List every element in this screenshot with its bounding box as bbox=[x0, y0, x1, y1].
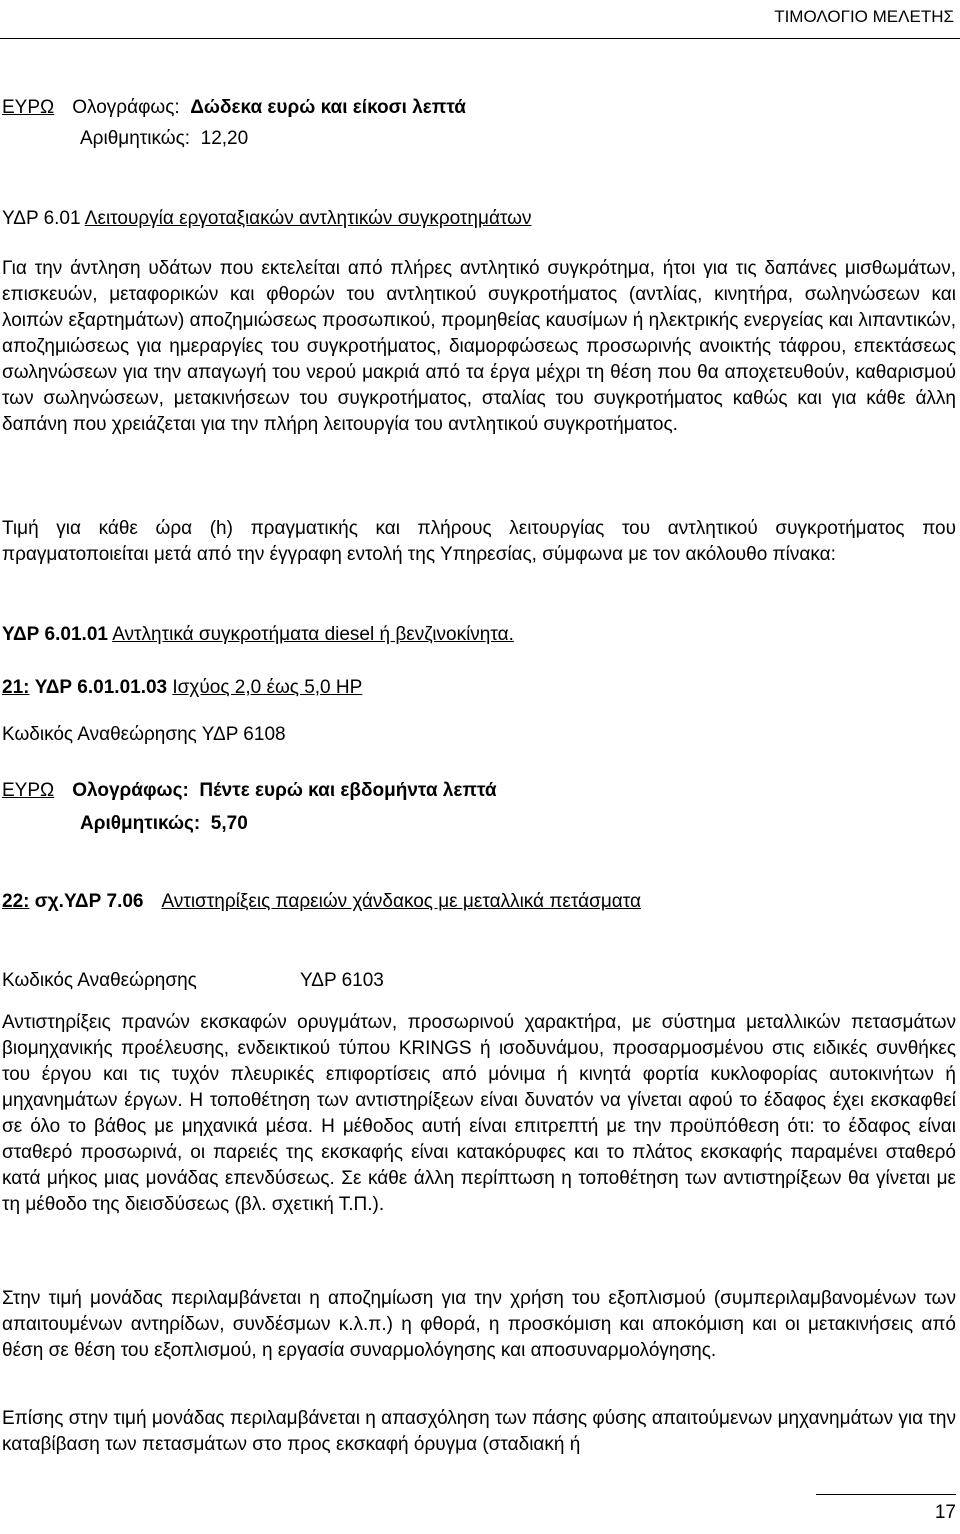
digits-label: Αριθμητικώς: bbox=[80, 813, 201, 834]
section-paragraph-1: Για την άντληση υδάτων που εκτελείται από πλήρες αντλητικό συγκρότημα, ήτοι για τις δαπάνες μισθωμάτων, επισκευών, μεταφορικών και φθορών του αντλητικού συγκροτήματος (αντλίας, κινητήρα, σωληνώσεων και λοιπών εξαρτημάτων) αποζημιώσεως προσωπικού, προμηθείας καυσίμων ή ηλεκτρικής ενεργείας και λιπαντικών, αποζημιώσεως για ημεραργίες του συγκροτήματος, διαμορφώσεως προσωρινής ανοικτής τάφρου, επεκτάσεως σωληνώσεων για την απαγωγή του νερού μακριά από τα έργα μέχρι τη θέση που θα αποχετευθούν, καθαρισμού των σωληνώσεων, μετακινήσεων του συγκροτήματος, σταλίας του συγκροτήματος καθώς και για κάθε άλλη δαπάνη που χρειάζεται για την πλήρη λειτουργία του αντλητικού συγκροτήματος. bbox=[2, 258, 956, 435]
page-header-title: ΤΙΜΟΛΟΓΙΟ ΜΕΛΕΤΗΣ bbox=[774, 7, 954, 26]
page-number: 17 bbox=[934, 1502, 956, 1523]
item-title: Ισχύος 2,0 έως 5,0 HP bbox=[172, 677, 363, 698]
section-title: Λειτουργία εργοταξιακών αντλητικών συγκροτημάτων bbox=[84, 208, 532, 229]
item-number: 21: bbox=[2, 677, 30, 698]
item-code: σχ.ΥΔΡ 7.06 bbox=[34, 891, 144, 912]
header-rule bbox=[0, 38, 960, 39]
words-value: Δώδεκα ευρώ και είκοσι λεπτά bbox=[190, 97, 466, 118]
price-digits-line-1 bbox=[80, 126, 880, 152]
words-label: Ολογράφως: bbox=[72, 97, 180, 118]
item-title: Αντιστηρίξεις παρειών χάνδακος με μεταλλικά πετάσματα bbox=[161, 891, 641, 912]
revision-code: ΥΔΡ 6103 bbox=[300, 970, 384, 991]
subsection-heading-6-01-01 bbox=[2, 622, 956, 648]
subsection-title: Αντλητικά συγκροτήματα diesel ή βενζινοκίνητα. bbox=[112, 624, 514, 645]
digits-value: 12,20 bbox=[200, 128, 249, 149]
price-words-line-1 bbox=[2, 95, 956, 121]
item-number: 22: bbox=[2, 891, 30, 912]
section-code: ΥΔΡ 6.01 bbox=[2, 208, 81, 229]
price-words-line-2 bbox=[2, 778, 956, 804]
currency-label: ΕΥΡΩ bbox=[2, 97, 55, 118]
item-revision-code: Κωδικός Αναθεώρησης ΥΔΡ 6108 bbox=[2, 724, 286, 745]
subsection-code: ΥΔΡ 6.01.01 bbox=[2, 624, 108, 645]
footer-rule bbox=[816, 1494, 956, 1495]
item-heading-22 bbox=[2, 889, 956, 915]
item-heading-21 bbox=[2, 675, 956, 701]
section-paragraph-2: Τιμή για κάθε ώρα (h) πραγματικής και πλήρους λειτουργίας του αντλητικού συγκροτήματος που πραγματοποιείται μετά από την έγγραφη εντολή της Υπηρεσίας, σύμφωνα με τον ακόλουθο πίνακα: bbox=[2, 518, 956, 565]
item-code: ΥΔΡ 6.01.01.03 bbox=[34, 677, 168, 698]
words-label: Ολογράφως: bbox=[72, 780, 189, 801]
section-heading-6-01 bbox=[2, 206, 956, 232]
revision-label: Κωδικός Αναθεώρησης bbox=[2, 970, 197, 991]
words-value: Πέντε ευρώ και εβδομήντα λεπτά bbox=[199, 780, 497, 801]
item-paragraph-3: Επίσης στην τιμή μονάδας περιλαμβάνεται η απασχόληση των πάσης φύσης απαιτούμενων μηχανημάτων για την καταβίβαση των πετασμάτων στο προς εκσκαφή όρυγμα (σταδιακή ή bbox=[2, 1408, 956, 1455]
item-paragraph-2: Στην τιμή μονάδας περιλαμβάνεται η αποζημίωση για την χρήση του εξοπλισμού (συμπεριλαμβανομένων των απαιτουμένων αντηρίδων, συνδέσμων κ.λ.π.) η φθορά, η προσκόμιση και αποκόμιση και οι μετακινήσεις από θέση σε θέση του εξοπλισμού, η εργασία συναρμολόγησης και αποσυναρμολόγησης. bbox=[2, 1288, 956, 1361]
price-digits-line-2 bbox=[80, 811, 880, 837]
digits-label: Αριθμητικώς: bbox=[80, 128, 191, 149]
item-revision-line-22 bbox=[2, 968, 956, 994]
currency-label: ΕΥΡΩ bbox=[2, 780, 55, 801]
digits-value: 5,70 bbox=[210, 813, 248, 834]
item-paragraph-1: Αντιστηρίξεις πρανών εκσκαφών ορυγμάτων, προσωρινού χαρακτήρα, με σύστημα μεταλλικών πετασμάτων βιομηχανικής προέλευσης, ενδεικτικού τύπου KRINGS ή ισοδυνάμου, προσαρμοσμένου στις ειδικές συνθήκες του έργου και τις τυχόν πλευρικές επιφορτίσεις από μόνιμα ή κινητά φορτία κυκλοφορίας αυτοκινήτων ή μηχανημάτων έργων. Η τοποθέτηση των αντιστηρίξεων είναι δυνατόν να γίνεται αφού το έδαφος έχει εκσκαφθεί σε όλο το βάθος με μηχανικά μέσα. Η μέθοδος αυτή είναι επιτρεπτή με την προϋπόθεση ότι: το έδαφος είναι σταθερό προσωρινά, οι παρειές της εκσκαφής είναι κατακόρυφες και το πλάτος εκσκαφής παραμένει σταθερό κατά μήκος μιας μονάδας επενδύσεως. Σε κάθε άλλη περίπτωση η τοποθέτηση των αντιστηρίξεων θα γίνεται με τη μέθοδο της διεισδύσεως (βλ. σχετική Τ.Π.). bbox=[2, 1012, 956, 1215]
